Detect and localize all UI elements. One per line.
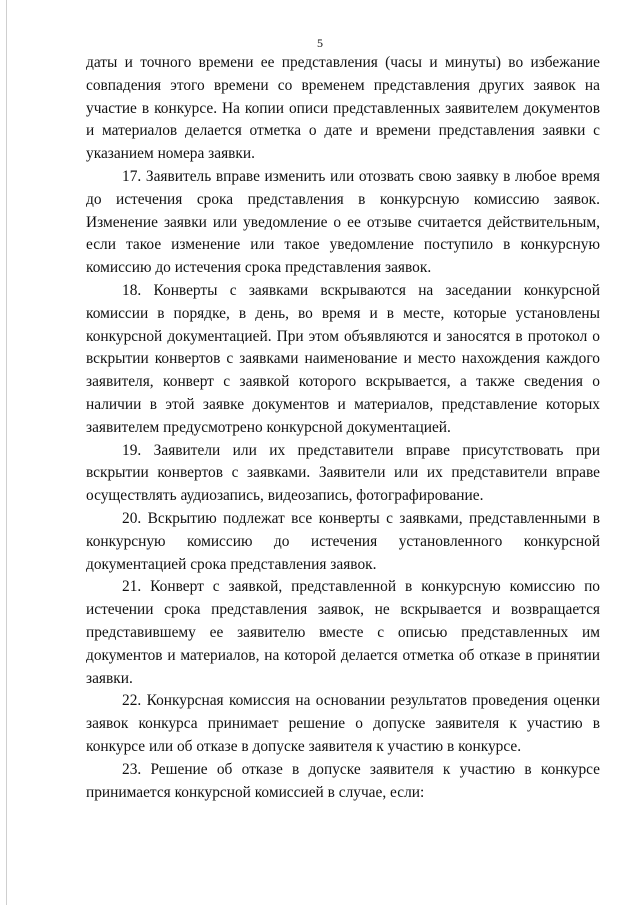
paragraph-continued: даты и точного времени ее представления (часы и минуты) во избежание совпадения этого времени со временем представления других заявок на участие в конкурсе. На копии описи представленных заявителем документов и материалов делается отметка о дате и времени представления заявки с указанием номера заявки. <box>86 54 600 163</box>
paragraph-17: 17. Заявитель вправе изменить или отозвать свою заявку в любое время до истечения срока представления в конкурсную комиссию заявок. Изменение заявки или уведомление о ее отзыве считается действительным, если такое изменение или такое уведомление поступило в конкурсную комиссию до истечения срока представления заявок. <box>86 167 600 277</box>
page-number: 5 <box>317 36 323 50</box>
paragraph-20: 20. Вскрытию подлежат все конверты с заявками, представленными в конкурсную комиссию до истечения установленного конкурсной документацией срока представления заявок. <box>86 509 600 573</box>
paragraph-23: 23. Решение об отказе в допуске заявителя к участию в конкурсе принимается конкурсной комиссией в случае, если: <box>86 760 600 801</box>
scan-edge-line <box>6 0 7 905</box>
paragraph-18: 18. Конверты с заявками вскрываются на заседании конкурсной комиссии в порядке, в день, во время и в месте, которые установлены конкурсной документацией. При этом объявляются и заносятся в протокол о вскрытии конвертов с заявками наименование и место нахождения каждого заявителя, конверт с заявкой которого вскрывается, а также сведения о наличии в этой заявке документов и материалов, представление которых заявителем предусмотрено конкурсной документацией. <box>86 281 600 436</box>
paragraph-22: 22. Конкурсная комиссия на основании результатов проведения оценки заявок конкурса принимает решение о допуске заявителя к участию в конкурсе или об отказе в допуске заявителя к участию в конкурсе. <box>86 692 600 755</box>
document-body <box>86 52 600 804</box>
paragraph-19: 19. Заявители или их представители вправе присутствовать при вскрытии конвертов с заявками. Заявители или их представители вправе осуществлять аудиозапись, видеозапись, фотографирование. <box>86 441 600 505</box>
paragraph-21: 21. Конверт с заявкой, представленной в конкурсную комиссию по истечении срока представления заявок, не вскрывается и возвращается представившему ее заявителю вместе с описью представленных им документов и материалов, на которой делается отметка об отказе в принятии заявки. <box>86 578 600 687</box>
